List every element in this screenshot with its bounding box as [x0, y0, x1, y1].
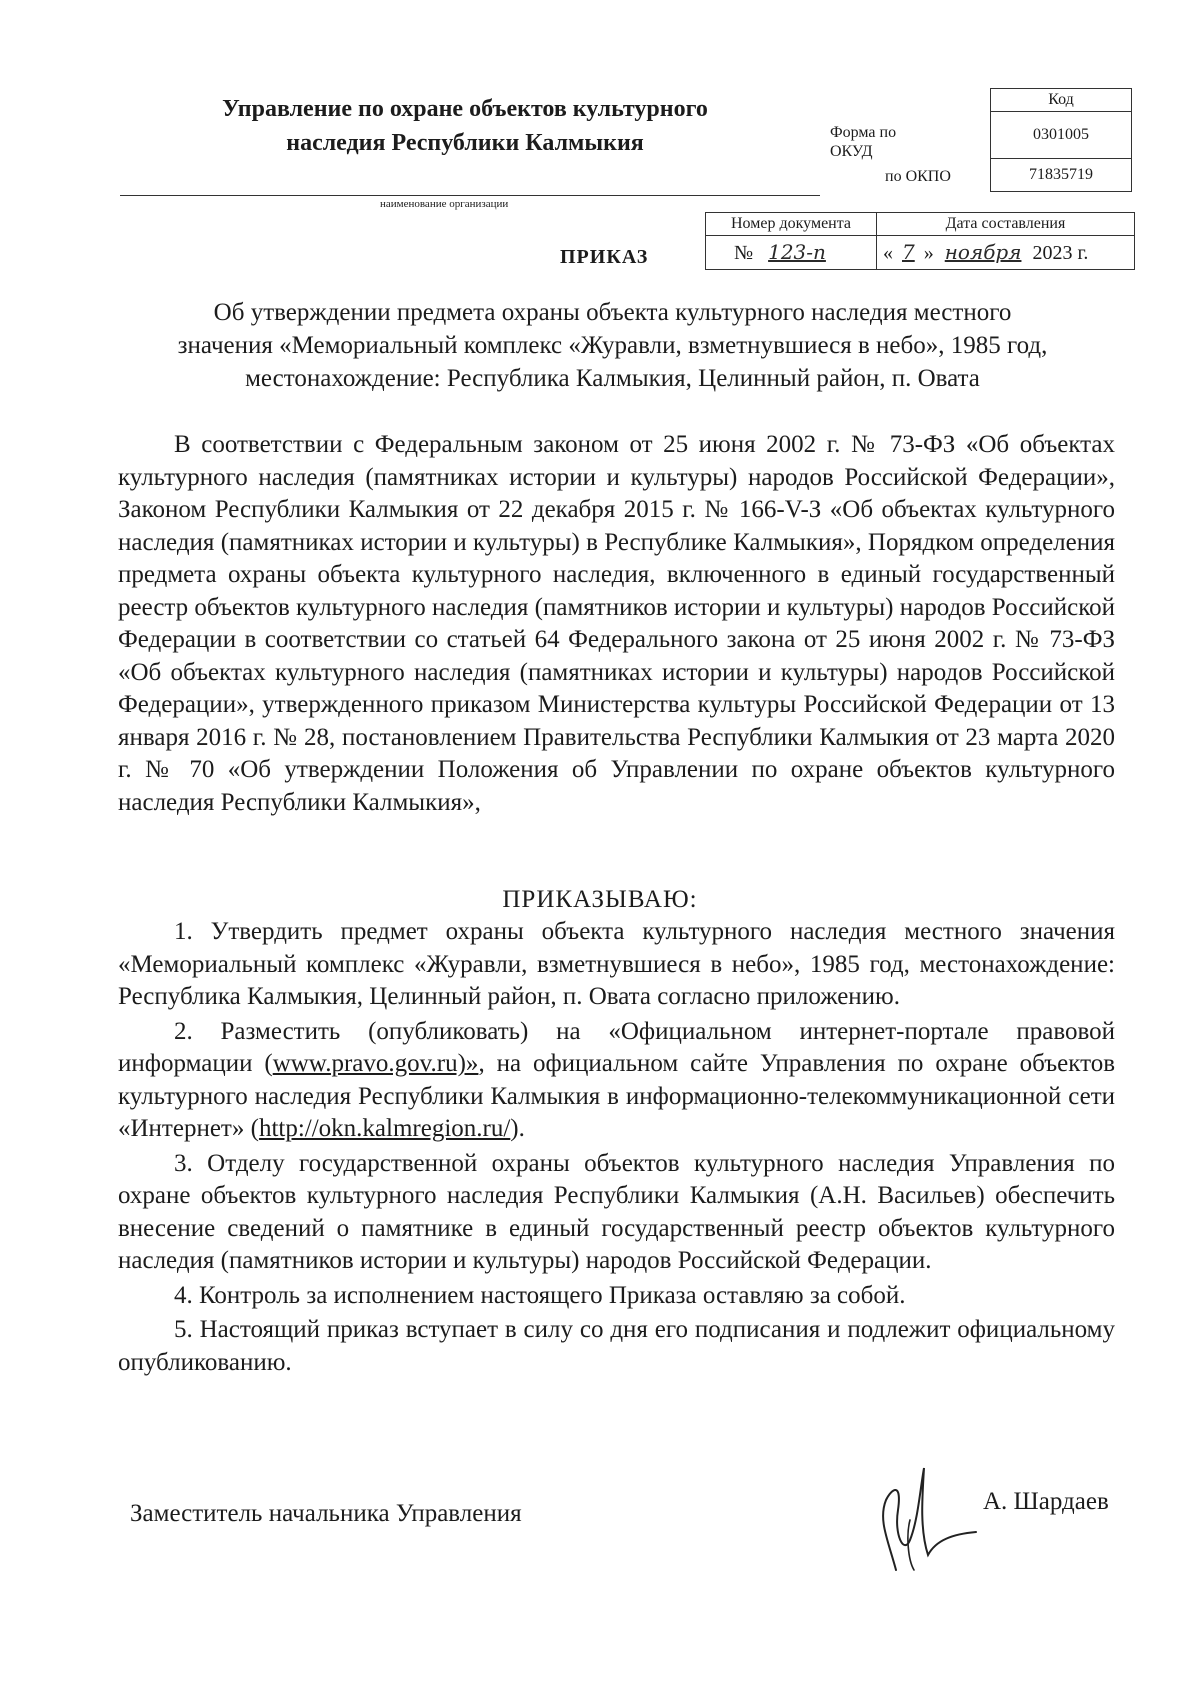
okn-site-link[interactable]: http://okn.kalmregion.ru/ — [258, 1115, 511, 1142]
document-type: ПРИКАЗ — [560, 246, 649, 268]
okud-label: Форма по — [830, 124, 897, 141]
number-value: 123-п — [768, 240, 826, 264]
signer-name: А. Шардаев — [983, 1488, 1109, 1515]
organization-name-line1: Управление по охране объектов культурного — [222, 96, 708, 122]
signer-position: Заместитель начальника Управления — [130, 1500, 522, 1527]
codes-header: Код — [991, 89, 1131, 112]
date-header: Дата составления — [877, 213, 1134, 236]
organization-underline — [120, 195, 820, 196]
subject-line1: Об утверждении предмета охраны объекта культурного наследия местного — [213, 299, 1012, 326]
pravo-link[interactable]: www.pravo.gov.ru)» — [272, 1050, 479, 1077]
okud-label-code: ОКУД — [830, 143, 873, 160]
order-item-1: 1. Утвердить предмет охраны объекта культурного наследия местного значения «Мемориальный комплекс «Журавли, взметнувшиеся в небо», 1985 год, местонахождение: Республика Калмыкия, Целинный район, п. Овата согласно приложению. — [118, 918, 1115, 1010]
number-prefix: № — [734, 242, 754, 264]
document-number — [706, 236, 877, 269]
order-item-3: 3. Отделу государственной охраны объектов культурного наследия Управления по охране объектов культурного наследия Республики Калмыкия (А.Н. Васильев) обеспечить внесение сведений о памятнике в единый государственный реестр объектов культурного наследия (памятников истории и культуры) народов Российской Федерации. — [118, 1149, 1115, 1274]
codes-table — [990, 88, 1132, 192]
date-day: 7 — [902, 240, 915, 264]
order-item-2-text: 2. Разместить (опубликовать) на «Официальном интернет-портале правовой информации ( — [118, 1017, 1115, 1077]
order-item-5: 5. Настоящий приказ вступает в силу со дня его подписания и подлежит официальному опубликованию. — [118, 1316, 1115, 1376]
document-subject — [110, 296, 1115, 395]
subject-line2: значения «Мемориальный комплекс «Журавли, взметнувшиеся в небо», 1985 год, — [177, 332, 1048, 359]
order-item-2-end: ). — [510, 1115, 525, 1142]
number-header: Номер документа — [706, 213, 877, 236]
order-items — [118, 916, 1115, 1381]
organization-name-line2: наследия Республики Калмыкия — [286, 130, 644, 156]
date-year: 2023 г. — [1032, 242, 1089, 264]
organization-name — [150, 92, 780, 160]
preamble-text: В соответствии с Федеральным законом от 25 июня 2002 г. № 73-ФЗ «Об объектах культурного наследия (памятниках истории и культуры) народов Российской Федерации», Законом Республики Калмыкия от 22 декабря 2015 г. № 166-V-З «Об объектах культурного наследия (памятниках истории и культуры) в Республике Калмыкия», Порядком определения предмета охраны объекта культурного наследия, включенного в единый государственный реестр объектов культурного наследия (памятников истории и культуры) народов Российской Федерации в соответствии со статьей 64 Федерального закона от 25 июня 2002 г. № 73-ФЗ «Об объектах культурного наследия (памятниках истории и культуры) народов Российской Федерации», утвержденного приказом Министерства культуры Российской Федерации от 13 января 2016 г. № 28, постановлением Правительства Республики Калмыкия от 23 марта 2020 г. № 70 «Об утверждении Положения об Управлении по охране объектов культурного наследия Республики Калмыкия», — [118, 431, 1115, 816]
date-close-quote: » — [923, 242, 934, 264]
subject-line3: местонахождение: Республика Калмыкия, Целинный район, п. Овата — [245, 365, 980, 392]
preamble — [118, 429, 1115, 819]
document-date — [877, 236, 1134, 269]
order-word: ПРИКАЗЫВАЮ: — [502, 886, 698, 913]
order-item-4: 4. Контроль за исполнением настоящего Приказа оставляю за собой. — [174, 1281, 906, 1309]
okpo-label: по ОКПО — [885, 168, 951, 185]
okud-value: 0301005 — [991, 112, 1131, 159]
document-number-date-table — [705, 212, 1135, 270]
date-open-quote: « — [883, 242, 893, 264]
order-item-2-text-cont: , на официальном сайте Управления по охране объектов культурного наследия Республики Калмыкия в информационно-телекоммуникационной сети «Интернет» ( — [118, 1050, 1115, 1142]
date-month: ноября — [944, 240, 1022, 264]
handwritten-signature — [858, 1460, 978, 1575]
order-item-2 — [118, 1016, 1115, 1146]
organization-caption: наименование организации — [380, 198, 509, 210]
okpo-value: 71835719 — [1029, 166, 1093, 183]
